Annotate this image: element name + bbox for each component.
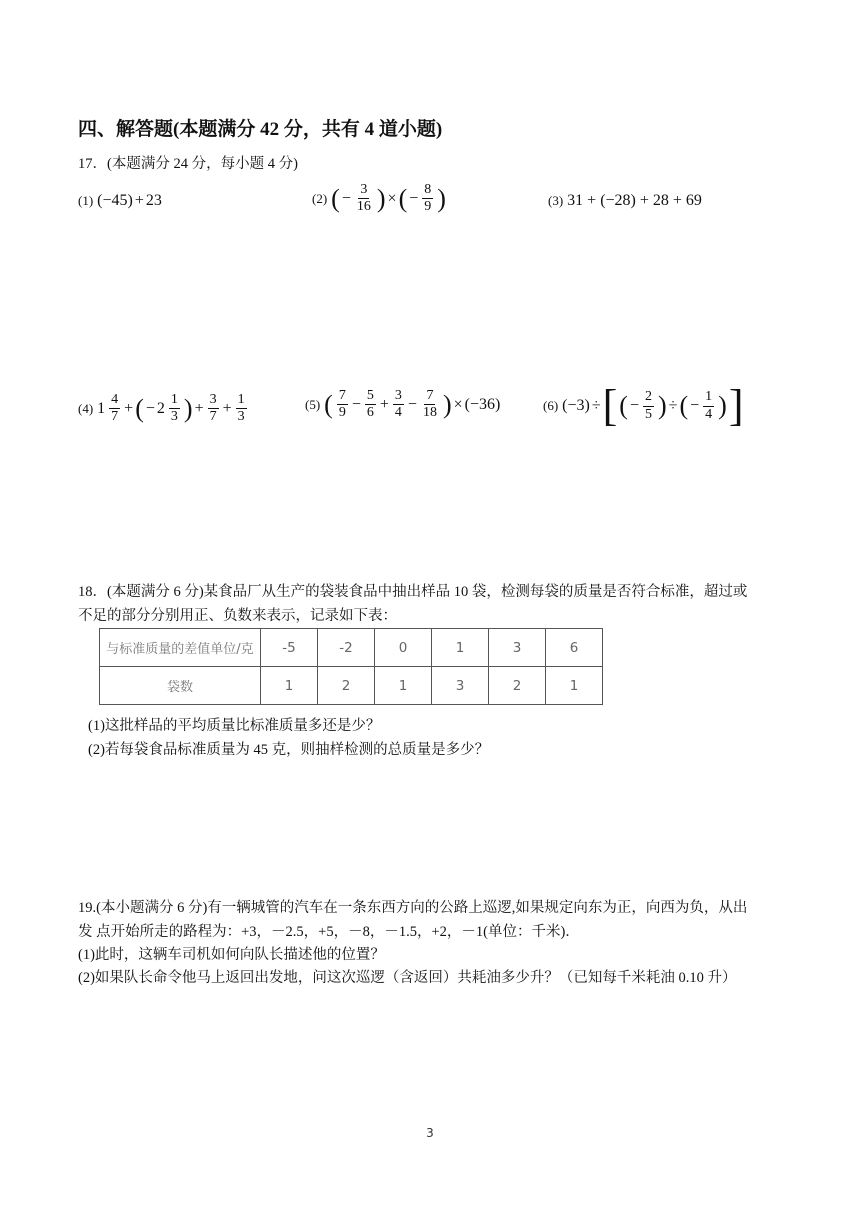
q18-sub-question-2: (2)若每袋食品标准质量为 45 克，则抽样检测的总质量是多少？ bbox=[88, 742, 490, 758]
paren-glyph: ) bbox=[376, 183, 386, 213]
q17-problem-6: (6) (−3) ÷ [ ( − $\frac{2}{5}$ ) ÷ ( − $\frac{1}{4}$ ) ] bbox=[543, 381, 744, 430]
math-expression: 31 + (−28) + 28 + 69 bbox=[567, 192, 702, 209]
fraction: $\frac{7}{18}$ bbox=[422, 388, 437, 421]
q17-problem-3 bbox=[548, 192, 702, 210]
q17-problem-5: (5) ( $\frac{7}{9}$ − $\frac{5}{6}$ + $\frac{3}{4}$ − $\frac{7}{18}$ ) × (−36) bbox=[305, 388, 501, 421]
paren-glyph: ) bbox=[437, 183, 446, 213]
fraction: $\frac{7}{9}$ bbox=[338, 388, 346, 421]
problem-label: (1) bbox=[78, 193, 94, 208]
fraction: $\frac{4}{7}$ bbox=[111, 392, 119, 425]
fraction: $\frac{1}{3}$ bbox=[237, 392, 245, 425]
table-row bbox=[100, 629, 603, 667]
table-cell: 1 bbox=[432, 629, 489, 667]
table-row bbox=[100, 667, 603, 705]
paren-glyph: ( bbox=[331, 183, 340, 213]
table-cell: 2 bbox=[318, 667, 375, 705]
bracket-glyph: ] bbox=[728, 381, 744, 430]
table-cell: 1 bbox=[546, 667, 603, 705]
math-operator: + bbox=[134, 192, 144, 209]
table-cell: -2 bbox=[318, 629, 375, 667]
math-term: (−45) bbox=[97, 192, 133, 209]
math-term: 23 bbox=[145, 192, 162, 209]
problem-label: (4) bbox=[78, 400, 94, 416]
paren-glyph: ) bbox=[658, 391, 667, 420]
q18-text-line-1: 18．(本题满分 6 分)某食品厂从生产的袋装食品中抽出样品 10 袋，检测每袋的质量是否符合标准，超过或 bbox=[78, 584, 748, 600]
bracket-glyph: [ bbox=[602, 381, 618, 430]
math-term: (−3) bbox=[562, 397, 590, 414]
q17-problem-1 bbox=[78, 192, 162, 210]
paren-glyph: ( bbox=[679, 391, 689, 420]
table-cell: 3 bbox=[432, 667, 489, 705]
q17-intro: 17．(本题满分 24 分，每小题 4 分) bbox=[78, 156, 298, 172]
paren-glyph: ) bbox=[442, 389, 452, 419]
q19-sub-question-2: (2)如果队长命令他马上返回出发地，问这次巡逻（含返回）共耗油多少升？（已知每千米耗油 0.10 升） bbox=[78, 970, 737, 986]
page-number: 3 bbox=[426, 1126, 434, 1140]
paren-glyph: ) bbox=[183, 393, 193, 423]
table-cell: 3 bbox=[489, 629, 546, 667]
problem-label: (3) bbox=[548, 193, 564, 208]
table-cell: 0 bbox=[375, 629, 432, 667]
paren-glyph: ( bbox=[135, 393, 144, 423]
fraction: $\frac{1}{3}$ bbox=[170, 392, 178, 425]
q18-text-line-2: 不足的部分分别用正、负数来表示，记录如下表： bbox=[78, 608, 397, 624]
q17-problem-4: (4) 1 $\frac{4}{7}$ + ( − 2 $\frac{1}{3}$ ) + $\frac{3}{7}$ + $\frac{1}{3}$ bbox=[78, 392, 245, 425]
table-row-header: 与标准质量的差值单位/克 bbox=[100, 629, 261, 667]
paren-glyph: ( bbox=[398, 183, 408, 213]
paren-glyph: ( bbox=[619, 391, 628, 420]
table-cell: 1 bbox=[261, 667, 318, 705]
q19-sub-question-1: (1)此时，这辆车司机如何向队长描述他的位置？ bbox=[78, 947, 385, 963]
table-cell: 6 bbox=[546, 629, 603, 667]
table-cell: -5 bbox=[261, 629, 318, 667]
q18-data-table bbox=[99, 628, 603, 705]
paren-glyph: ) bbox=[718, 391, 727, 420]
table-row-header: 袋数 bbox=[100, 667, 261, 705]
q18-sub-question-1: (1)这批样品的平均质量比标准质量多还是少？ bbox=[88, 718, 381, 734]
table-cell: 2 bbox=[489, 667, 546, 705]
fraction: $\frac{5}{6}$ bbox=[366, 388, 374, 421]
fraction: $\frac{1}{4}$ bbox=[705, 389, 713, 422]
problem-label: (5) bbox=[305, 396, 321, 412]
q19-text-line-1: 19.(本小题满分 6 分)有一辆城管的汽车在一条东西方向的公路上巡逻,如果规定向东为正，向西为负，从出 bbox=[78, 900, 748, 916]
fraction: $\frac{2}{5}$ bbox=[645, 389, 652, 422]
fraction: $\frac{3}{4}$ bbox=[394, 388, 402, 421]
fraction: $\frac{3}{7}$ bbox=[209, 392, 217, 425]
paren-glyph: ( bbox=[324, 389, 333, 419]
math-term: (−36) bbox=[464, 395, 501, 413]
section-heading: 四、解答题(本题满分 42 分，共有 4 道小题) bbox=[78, 119, 443, 140]
fraction: $\frac{3}{16}$ bbox=[356, 182, 371, 215]
problem-label: (2) bbox=[312, 190, 328, 206]
q17-problem-2: (2) ( − $\frac{3}{16}$ ) × ( − $\frac{8}{9}$ ) bbox=[312, 182, 446, 215]
fraction: $\frac{8}{9}$ bbox=[424, 182, 432, 215]
table-cell: 1 bbox=[375, 667, 432, 705]
problem-label: (6) bbox=[543, 398, 559, 413]
q19-text-line-2: 发 点开始所走的路程为：+3，－2.5，+5，－8，－1.5，+2，－1(单位：千米)． bbox=[78, 924, 580, 940]
